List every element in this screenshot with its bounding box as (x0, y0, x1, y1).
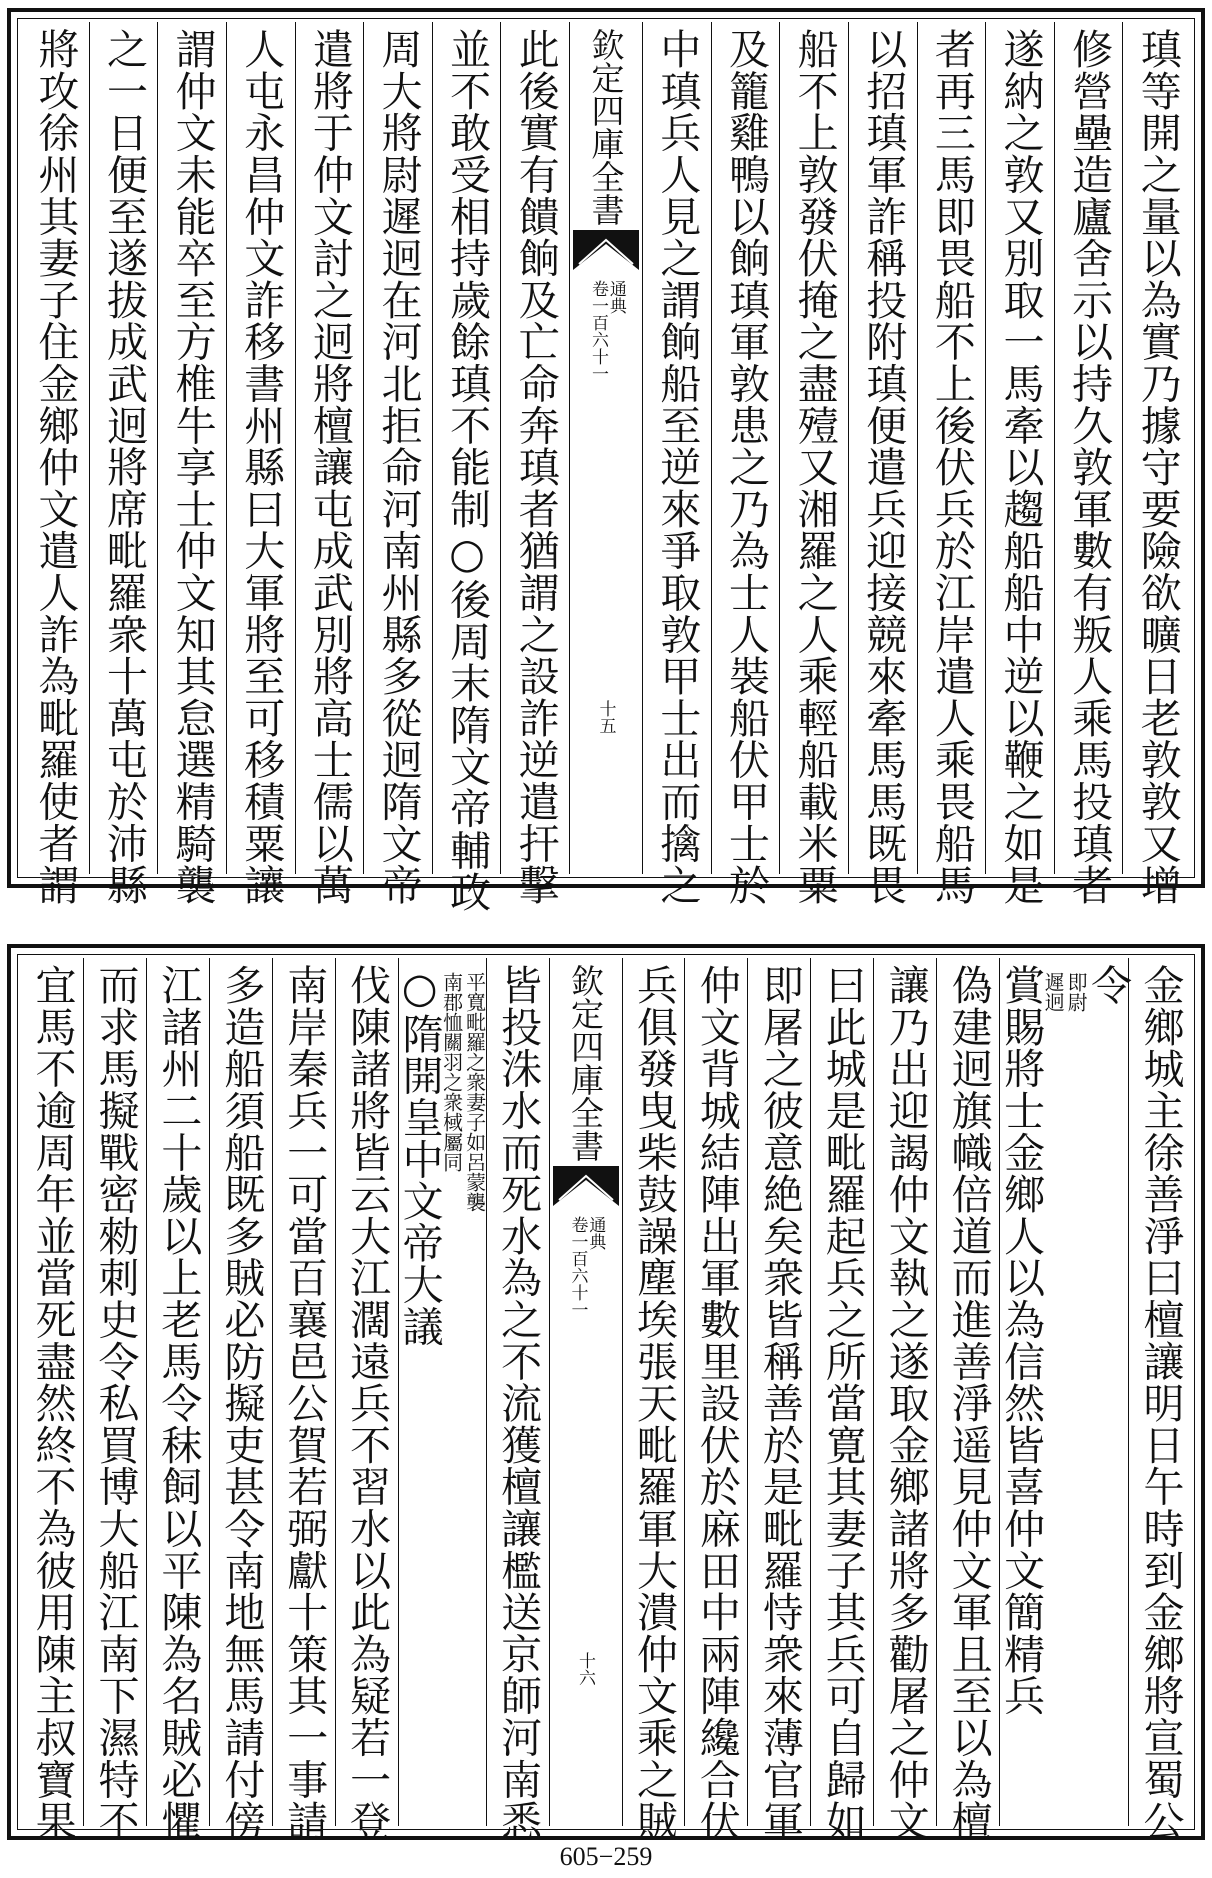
text-columns (21, 958, 1191, 1842)
volume-label (568, 1216, 604, 1318)
column-text: 將攻徐州其妻子住金鄉仲文遣人詐為毗羅使者謂 (31, 28, 80, 906)
column (917, 22, 986, 906)
column-text: 修營壘造廬舍示以持久敦軍數有叛人乘馬投瑱者 (1065, 28, 1114, 906)
column-text: 及籠雞鴨以餉瑱軍敦患之乃為士人裝船伏甲士於 (721, 28, 770, 906)
column (486, 958, 549, 1842)
column-text-continued: 賞賜將士金鄉人以為信然皆喜仲文簡精兵 (997, 964, 1046, 1717)
column (21, 958, 83, 1842)
column-text: 皆投洙水而死水為之不流獲檀讓檻送京師河南悉 (494, 964, 543, 1842)
volume-label (588, 280, 624, 382)
column (432, 22, 501, 913)
column (157, 22, 226, 906)
column (810, 958, 873, 1842)
column (622, 958, 685, 1842)
column-text: 即屠之彼意絶矣衆皆稱善於是毗羅恃衆來薄官軍 (755, 964, 804, 1842)
column (89, 22, 158, 906)
column-text: 者再三馬即畏船不上後伏兵於江岸遣人乘畏船馬 (927, 28, 976, 906)
fishtail-mark-icon (573, 230, 639, 270)
fishtail-mark-icon (553, 1166, 619, 1206)
column (272, 958, 335, 1842)
column-text: 以招瑱軍詐稱投附瑱便遣兵迎接競來牽馬馬既畏 (859, 28, 908, 906)
column-text: 多造船須船既多賊必防擬吏甚令南地無馬請付傍 (217, 964, 266, 1842)
column-text: 之一日便至遂拔成武迥將席毗羅衆十萬屯於沛縣 (99, 28, 148, 906)
column-text: 並不敢受相持歲餘瑱不能制○後周末隋文帝輔政 (443, 28, 492, 913)
column (936, 958, 999, 1842)
book-title: 欽定四庫全書 (586, 28, 626, 226)
annotation-right: 即尉 (1064, 972, 1089, 1012)
column-text-continued: ○隋開皇中文帝大議 (395, 964, 444, 1348)
column-text: 金鄉城主徐善淨曰檀讓明日午時到金鄉將宣蜀公 (1136, 964, 1185, 1842)
column-text: 此後實有饋餉及亡命奔瑱者猶謂之設詐逆遣扞擊 (511, 28, 560, 906)
column-text: 兵俱發曳柴鼓譟塵埃張天毗羅軍大潰仲文乘之賊 (630, 964, 678, 1842)
column (146, 958, 209, 1842)
column-text: 遂納之敦又別取一馬牽以趨船船中逆以鞭之如是 (996, 28, 1045, 906)
column-text: 伐陳諸將皆云大江濶遠兵不習水以此為疑若一登 (343, 964, 392, 1842)
column-text: 瑱等開之量以為實乃據守要險欲曠日老敦敦又增 (1133, 28, 1182, 906)
column (873, 958, 936, 1842)
column-text: 偽建迥旗幟倍道而進善淨遥見仲文軍且至以為檀 (944, 964, 993, 1842)
column (779, 22, 848, 906)
column (747, 958, 810, 1842)
column-text: 曰此城是毗羅起兵之所當寛其妻子其兵可自歸如 (818, 964, 867, 1842)
column (1054, 22, 1123, 906)
column-text: 人屯永昌仲文詐移書州縣曰大軍將至可移積粟讓 (237, 28, 286, 906)
column-text: 中瑱兵人見之謂餉船至逆來爭取敦甲士出而擒之 (653, 28, 702, 906)
annotation-left: 遲迥 (1041, 972, 1066, 1012)
column-text: 宜馬不逾周年並當死盡然終不為彼用陳主叔寶果 (28, 964, 77, 1842)
column (642, 22, 711, 906)
column (363, 22, 432, 906)
page-top (7, 8, 1205, 913)
column-text: 仲文背城結陣出軍數里設伏於麻田中兩陣纔合伏 (692, 964, 741, 1842)
column-text: 船不上敦發伏掩之盡殪又湘羅之人乘輕船載米粟 (790, 28, 839, 906)
column-text: 令 (1084, 964, 1133, 1006)
column-text: 江諸州二十歲以上老馬令秣飼以平陳為名賊必懼 (154, 964, 203, 1842)
volume-number: 卷一百六十一 (588, 280, 608, 382)
leaf-number: 十六 (575, 1652, 596, 1686)
column (21, 22, 89, 906)
column-with-note (395, 958, 487, 1826)
column (83, 958, 146, 1842)
column (1122, 22, 1191, 906)
column (209, 958, 272, 1842)
book-name: 通典 (605, 280, 626, 314)
center-fold (549, 958, 622, 1826)
page-bottom (7, 944, 1205, 1840)
column (295, 22, 364, 906)
column-text: 讓乃出迎謁仲文執之遂取金鄉諸將多勸屠之仲文 (881, 964, 930, 1842)
column (985, 22, 1054, 906)
column (848, 22, 917, 906)
column (500, 22, 569, 906)
book-name: 通典 (585, 1216, 606, 1250)
column (684, 958, 747, 1842)
column (335, 958, 398, 1842)
text-columns (21, 22, 1191, 913)
column (997, 958, 1133, 1826)
column-with-note (997, 958, 1133, 1826)
annotation-right: 平寬毗羅之衆妻子如呂蒙襲 (462, 972, 487, 1212)
column-text: 周大將尉遲迥在河北拒命河南州縣多從迥隋文帝 (374, 28, 423, 906)
leaf-number: 十五 (595, 700, 616, 734)
column (395, 958, 487, 1826)
annotation-left: 南郡恤關羽之衆棫屬同 (439, 972, 464, 1172)
column-text: 遣將于仲文討之迥將檀讓屯成武別將高士儒以萬 (305, 28, 354, 906)
column (711, 22, 780, 906)
center-fold (569, 22, 642, 874)
column-text: 而求馬擬戰密勑刺史令私買博大船江南下濕特不 (91, 964, 140, 1842)
column-text: 南岸秦兵一可當百襄邑公賀若弼獻十策其一事請 (280, 964, 329, 1842)
column (1128, 958, 1191, 1842)
book-title: 欽定四庫全書 (566, 964, 606, 1162)
column (226, 22, 295, 906)
volume-number: 卷一百六十一 (567, 1216, 588, 1318)
page-number: 605−259 (559, 1842, 653, 1871)
column-text: 謂仲文未能卒至方椎牛享士仲文知其怠選精騎襲 (168, 28, 217, 906)
